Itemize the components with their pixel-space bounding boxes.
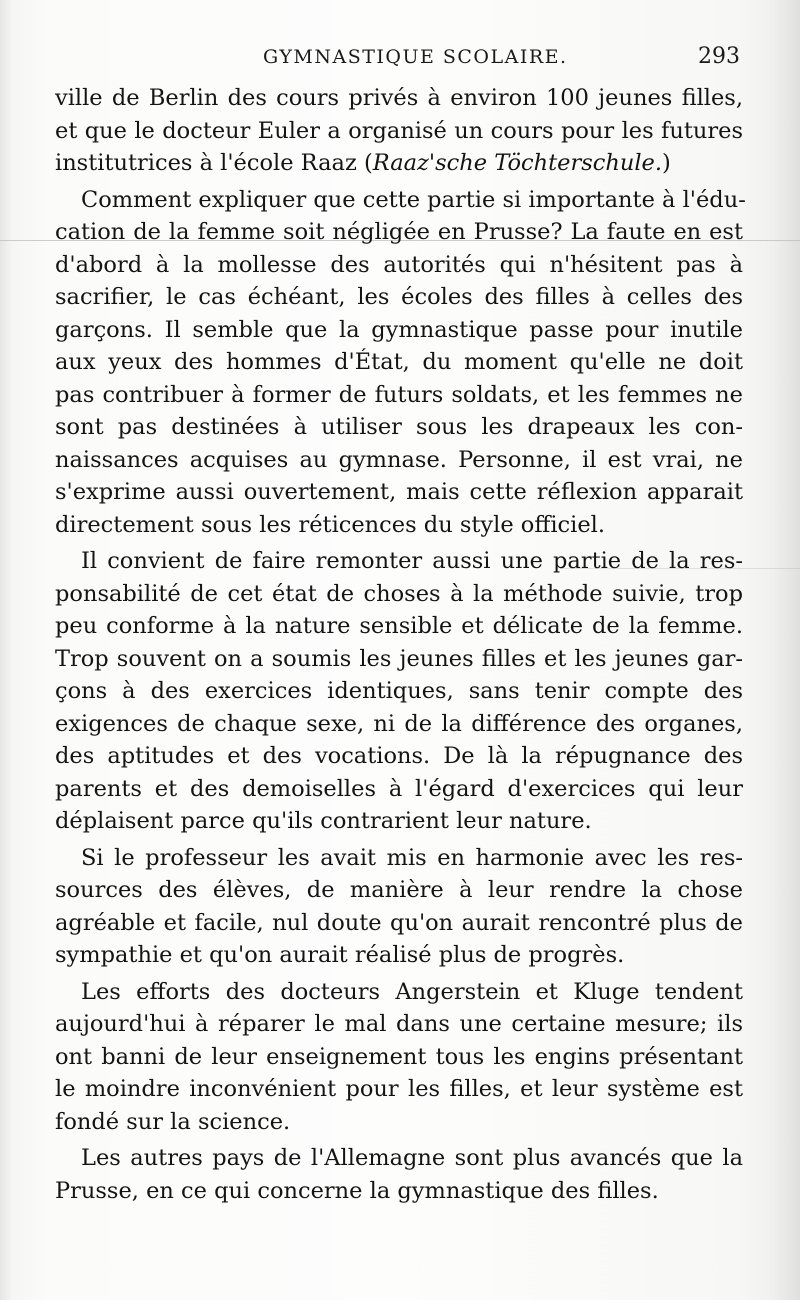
paragraph	[55, 545, 743, 838]
text-line: sont pas destinées à utiliser sous les drapeaux les con-	[55, 414, 743, 440]
text-line: s'exprime aussi ouvertement, mais cette réflexion apparait	[55, 479, 743, 505]
text-line: parents et des demoiselles à l'égard d'exercices qui leur	[55, 775, 743, 802]
text-line: cation de la femme soit négligée en Prusse? La faute en est	[55, 219, 743, 245]
paragraph	[55, 184, 746, 542]
running-title: GYMNASTIQUE SCOLAIRE.	[263, 46, 568, 68]
page-number: 293	[698, 44, 740, 69]
text-line: déplaisent parce qu'ils contrarient leur nature.	[55, 808, 592, 834]
page-edge-shadow	[772, 0, 800, 1300]
paragraph	[55, 82, 743, 180]
page-header	[55, 40, 740, 74]
italic-school-name: Raaz'sche Töchterschule.	[372, 150, 663, 176]
text-line: Il convient de faire remonter aussi une partie de la res-	[81, 548, 743, 574]
text-line: aux yeux des hommes d'État, du moment qu'elle ne doit	[55, 349, 743, 375]
text-line: institutrices à l'école Raaz (Raaz'sche Töchterschule.)	[55, 150, 671, 176]
text-line: Trop souvent on a soumis les jeunes filles et les jeunes gar-	[55, 645, 743, 672]
text-line: çons à des exercices identiques, sans tenir compte des	[55, 678, 743, 704]
text-line: directement sous les réticences du style officiel.	[55, 511, 605, 538]
text-line: agréable et facile, nul doute qu'on aurait rencontré plus de	[55, 909, 743, 936]
paragraph	[55, 842, 743, 972]
text-line: exigences de chaque sexe, ni de la différence des organes,	[55, 710, 743, 737]
text-line: le moindre inconvénient pour les filles, et leur système est	[55, 1076, 743, 1102]
text-line: ont banni de leur enseignement tous les engins présentant	[55, 1043, 743, 1070]
text-line: des aptitudes et des vocations. De là la répugnance des	[55, 743, 743, 769]
text-line: ponsabilité de cet état de choses à la méthode suivie, trop	[55, 580, 743, 607]
text-line: fondé sur la science.	[55, 1108, 291, 1135]
page-gutter	[0, 0, 12, 1300]
paragraph	[55, 976, 743, 1139]
text-line: Les efforts des docteurs Angerstein et Kluge tendent	[81, 978, 743, 1005]
text-line: Les autres pays de l'Allemagne sont plus avancés que la	[81, 1145, 743, 1171]
text-line: Prusse, en ce qui concerne la gymnastique des filles.	[55, 1177, 659, 1204]
text-line: Si le professeur les avait mis en harmonie avec les res-	[81, 844, 743, 871]
text-line: sources des élèves, de manière à leur rendre la chose	[55, 877, 743, 903]
text-line: et que le docteur Euler a organisé un cours pour les futures	[55, 117, 743, 144]
text-line: naissances acquises au gymnase. Personne, il est vrai, ne	[55, 446, 743, 473]
text-line: peu conforme à la nature sensible et délicate de la femme.	[55, 613, 743, 639]
text-line: sympathie et qu'on aurait réalisé plus de progrès.	[55, 942, 625, 968]
text-line: d'abord à la mollesse des autorités qui n'hésitent pas à	[55, 251, 743, 278]
text-line: Comment expliquer que cette partie si importante à l'édu-	[81, 186, 746, 213]
text-line: aujourd'hui à réparer le mal dans une certaine mesure; ils	[55, 1011, 743, 1037]
text-line: ville de Berlin des cours privés à environ 100 jeunes filles,	[55, 85, 743, 111]
text-line: pas contribuer à former de futurs soldats, et les femmes ne	[55, 381, 743, 408]
text-line: sacrifier, le cas échéant, les écoles des filles à celles des	[55, 284, 743, 310]
body-text	[55, 82, 746, 1207]
paragraph	[55, 1142, 743, 1207]
text-line: garçons. Il semble que la gymnastique passe pour inutile	[55, 316, 743, 343]
